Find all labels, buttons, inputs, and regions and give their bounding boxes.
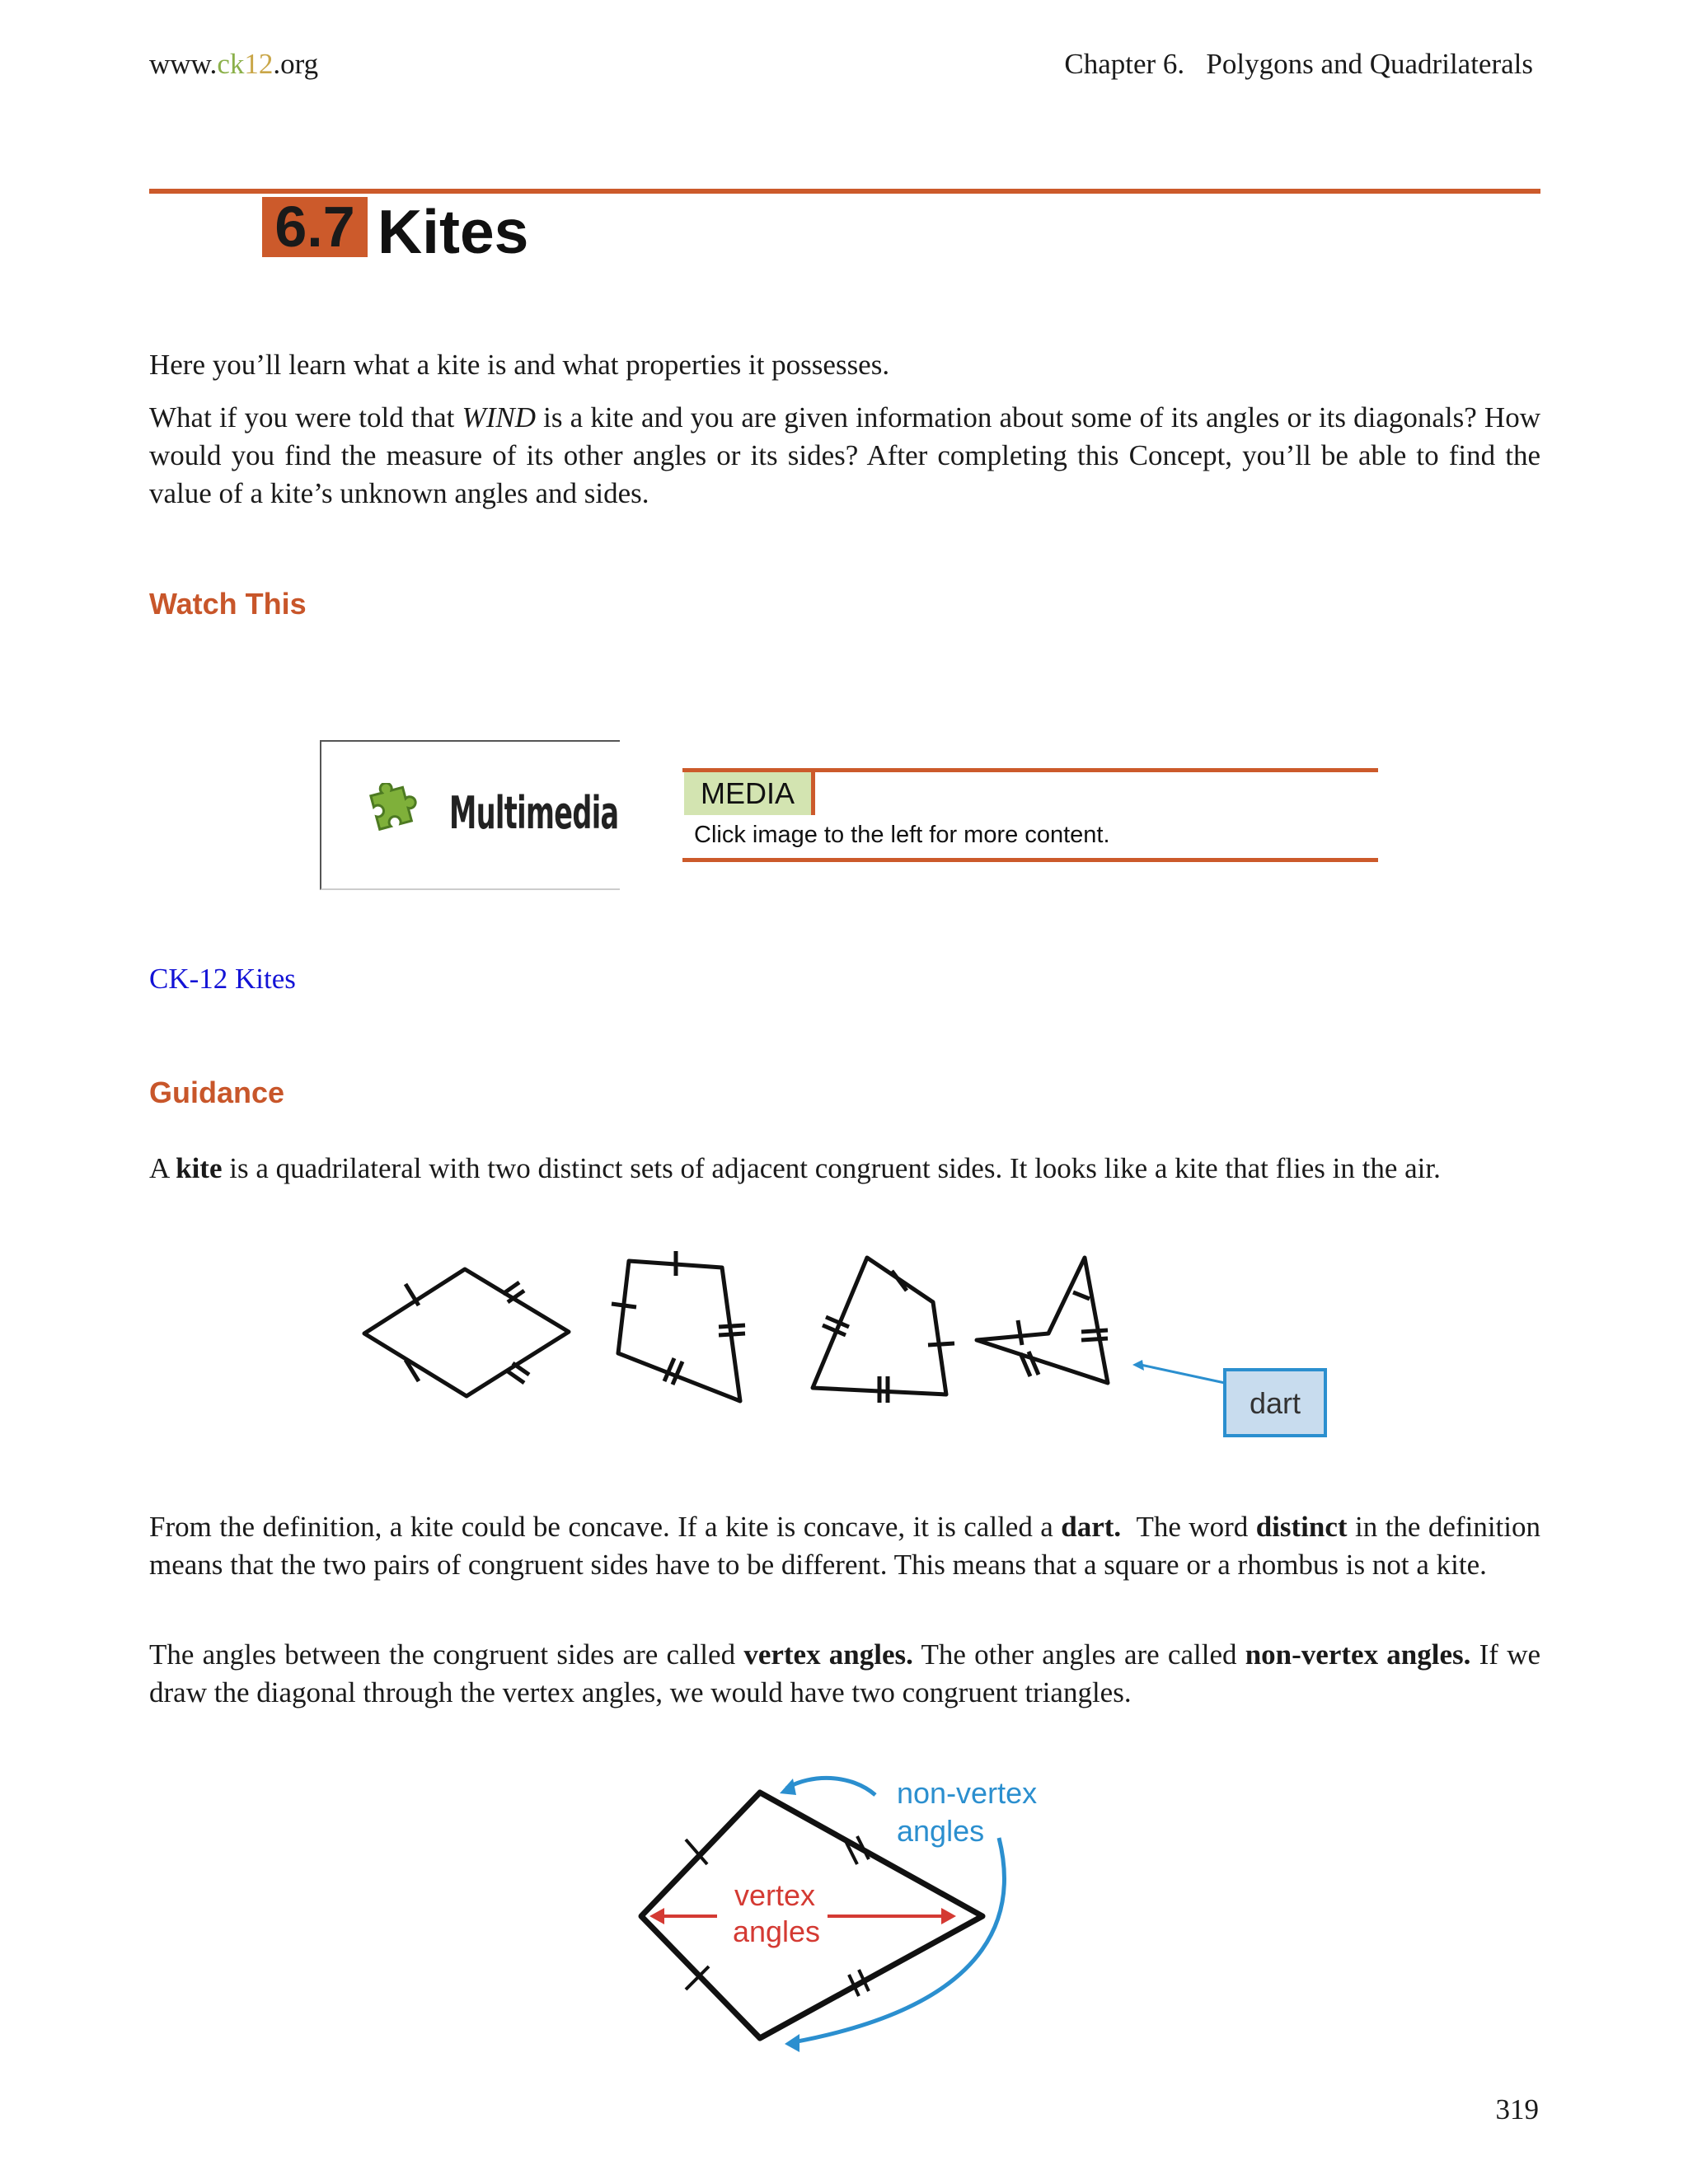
dart-label: dart	[1249, 1386, 1301, 1420]
p3-a: The angles between the congruent sides are called	[149, 1638, 744, 1671]
kites-figure	[346, 1236, 1352, 1451]
media-note: Click image to the left for more content.	[694, 822, 1110, 848]
guidance-heading: Guidance	[149, 1076, 285, 1109]
arc-arrowhead-bottom	[785, 2034, 799, 2052]
puzzle-icon	[359, 783, 424, 849]
non-vertex-label-1: non-vertex	[897, 1776, 1038, 1810]
intro-paragraph: Here you’ll learn what a kite is and what properties it possesses.	[149, 349, 890, 381]
question-before: What if you were told that	[149, 401, 462, 434]
kite-definition	[149, 1150, 1540, 1188]
question-paragraph	[149, 399, 1540, 513]
p3-c: The other angles are called	[912, 1638, 1245, 1671]
p2-a: From the definition, a kite could be concave. If a kite is concave, it is called a	[149, 1511, 1062, 1543]
site-suffix: .org	[273, 48, 319, 80]
kite-shape-2	[618, 1261, 740, 1401]
ck12-kites-link[interactable]: CK-12 Kites	[149, 963, 296, 995]
dart-paragraph	[149, 1508, 1540, 1584]
p2-e: in the definition means that the two pairs of congruent sides have to be different. This means that a square or a rhombus is not a kite.	[149, 1511, 1540, 1581]
title-rule	[149, 189, 1540, 194]
question-after: is a kite and you are given information about some of its angles or its diagonals? How would you find the measure of its other angles or its sides? After completing this Concept, you’ll be able to find the value of a kite’s unknown angles and sides.	[149, 401, 1540, 509]
chapter-title: Chapter 6. Polygons and Quadrilaterals	[1064, 48, 1533, 80]
site-12: 12	[244, 48, 274, 80]
p2-c: The word	[1121, 1511, 1256, 1543]
dart-pointer-line	[1141, 1365, 1225, 1383]
site-prefix: www.	[149, 48, 218, 80]
multimedia-thumbnail[interactable]	[320, 740, 620, 890]
page-number: 319	[1495, 2093, 1539, 2125]
media-bottom-rule	[682, 858, 1378, 862]
p3-b: vertex angles.	[743, 1638, 913, 1671]
p3-e: If we draw the diagonal through the vertex angles, we would have two congruent triangles.	[149, 1638, 1540, 1708]
dart-shape	[977, 1258, 1108, 1383]
arc-arrowhead-top	[780, 1779, 796, 1795]
p1-bold: kite	[176, 1152, 223, 1184]
vertex-label-1: vertex	[734, 1878, 816, 1912]
watch-heading: Watch This	[149, 587, 307, 621]
p1-pre: A	[149, 1152, 176, 1184]
vertex-label-2: angles	[732, 1915, 821, 1948]
p2-d: distinct	[1255, 1511, 1348, 1543]
multimedia-label: Multimedia	[449, 787, 619, 839]
section-title: Kites	[377, 197, 529, 266]
non-vertex-label-2: angles	[897, 1814, 985, 1848]
p2-b: dart.	[1061, 1511, 1122, 1543]
p1-post: is a quadrilateral with two distinct sets of adjacent congruent sides. It looks like a kite that flies in the air.	[222, 1152, 1441, 1184]
section-number: 6.7	[262, 197, 368, 257]
question-italic: WIND	[462, 401, 536, 434]
p3-d: non-vertex angles.	[1245, 1638, 1471, 1671]
kite-shape-3	[813, 1258, 946, 1394]
site-url[interactable]	[149, 48, 318, 81]
dart-arrowhead	[1132, 1360, 1144, 1371]
media-tag: MEDIA	[684, 772, 815, 815]
vertex-paragraph	[149, 1636, 1540, 1712]
vertex-angles-figure	[610, 1764, 1071, 2069]
kite-shape-1	[364, 1269, 569, 1396]
site-ck: ck	[217, 48, 245, 80]
